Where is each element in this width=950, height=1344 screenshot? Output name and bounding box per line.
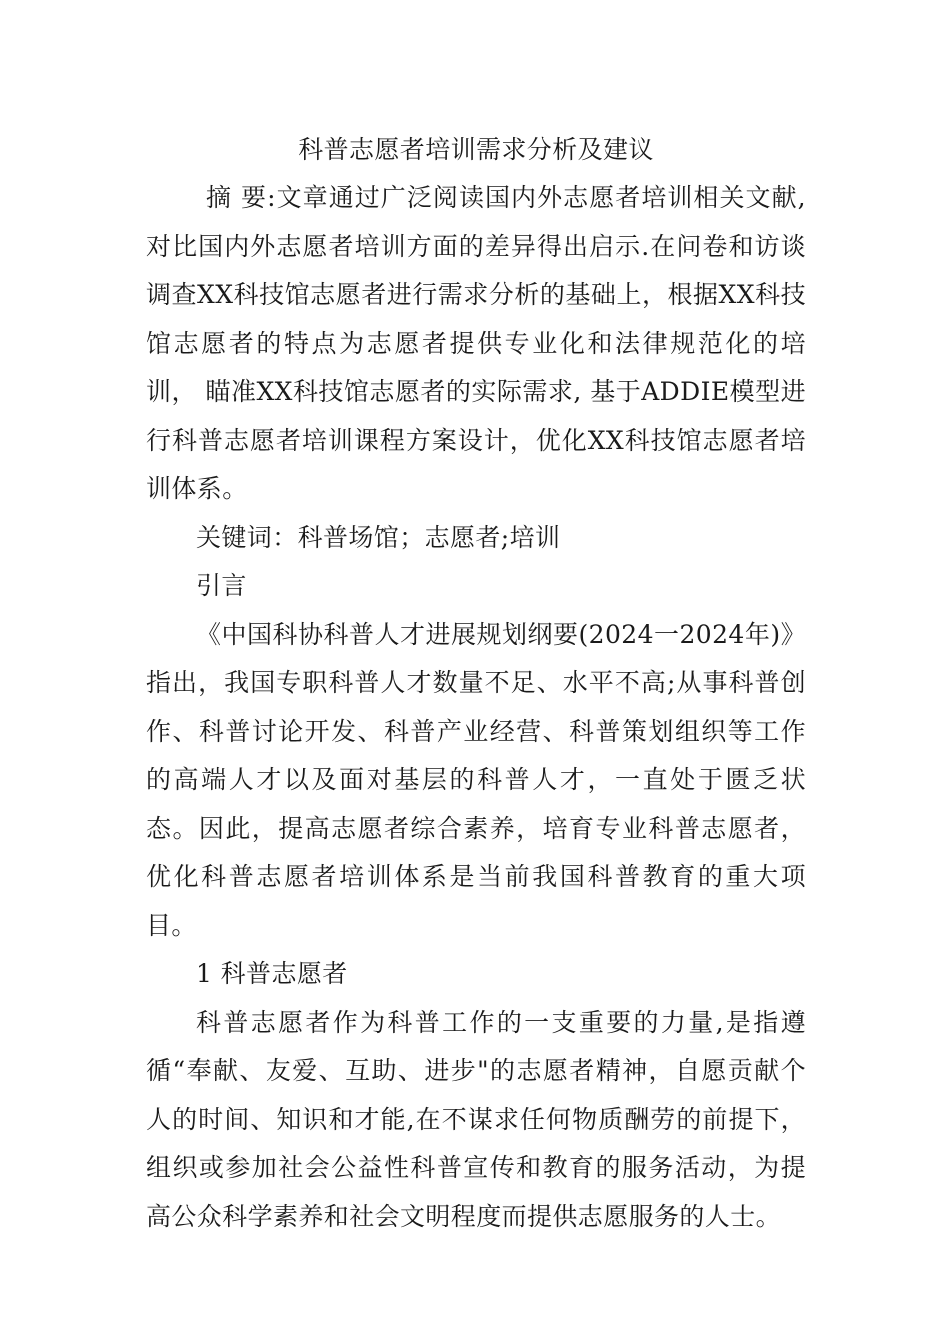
keywords-line: 关键词：科普场馆；志愿者;培训 [196, 522, 561, 552]
document-title: 科普志愿者培训需求分析及建议 [298, 135, 654, 164]
intro-paragraph: 《中国科协科普人才进展规划纲要(2024一2024年)》指出，我国专职科普人才数量不足、水平不高;从事科普创作、科普讨论开发、科普产业经营、科普策划组织等工作的高端人才以及面对基层的科普人才，一直处于匮乏状态。因此，提高志愿者综合素养，培育专业科普志愿者，优化科普志愿者培训体系是当前我国科普教育的重大项目。 [146, 619, 806, 940]
document-body [146, 126, 806, 1241]
abstract-paragraph: 摘 要:文章通过广泛阅读国内外志愿者培训相关文献, 对比国内外志愿者培训方面的差异得出启示.在问卷和访谈调查XX科技馆志愿者进行需求分析的基础上，根据XX科技馆志愿者的特点为志愿者提供专业化和法律规范化的培训， 瞄准XX科技馆志愿者的实际需求, 基于ADDIE模型进行科普志愿者培训课程方案设计，优化XX科技馆志愿者培训体系。 [146, 183, 806, 503]
intro-heading: 引言 [196, 571, 247, 600]
section-1-paragraph: 科普志愿者作为科普工作的一支重要的力量,是指遵循“奉献、友爱、互助、进步"的志愿者精神，自愿贡献个人的时间、知识和才能,在不谋求任何物质酬劳的前提下，组织或参加社会公益性科普宣传和教育的服务活动，为提高公众科学素养和社会文明程度而提供志愿服务的人士。 [146, 1007, 806, 1231]
section-1-heading: 1 科普志愿者 [196, 959, 348, 988]
